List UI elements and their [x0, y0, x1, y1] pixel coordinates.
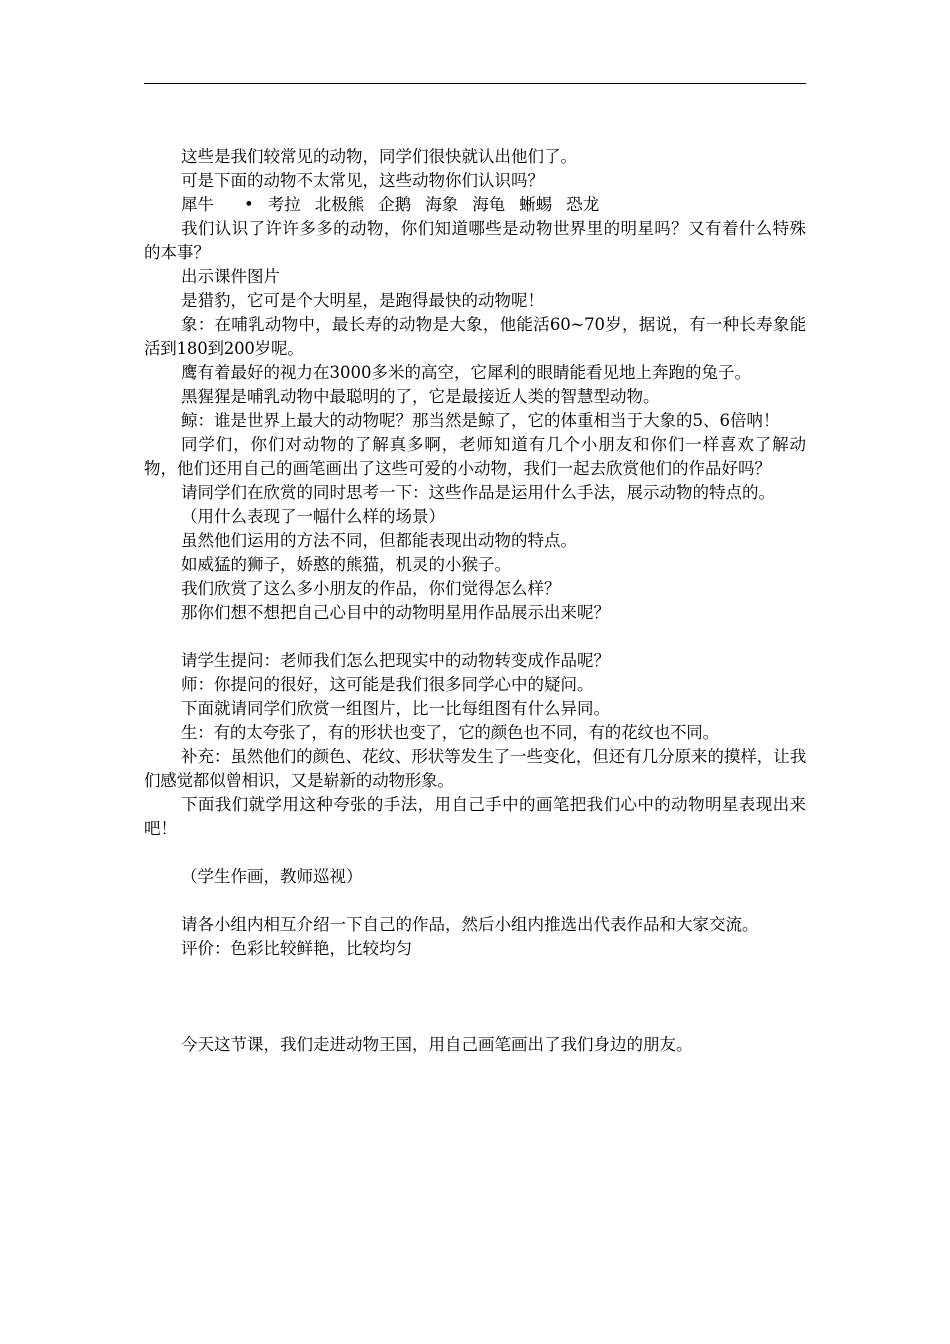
animal-name: 恐龙	[566, 195, 600, 214]
paragraph: （学生作画，教师巡视）	[181, 867, 363, 886]
paragraph: 是猎豹，它可是个大明星，是跑得最快的动物呢！	[181, 291, 544, 310]
paragraph: 下面我们就学用这种夸张的手法，用自己手中的画笔把我们心中的动物明星表现出来吧！	[144, 795, 806, 838]
document-body	[144, 145, 806, 1057]
paragraph: 象：在哺乳动物中，最长寿的动物是大象，他能活60~70岁，据说，有一种长寿象能活到180到200岁呢。	[144, 315, 806, 358]
paragraph: 今天这节课，我们走进动物王国，用自己画笔画出了我们身边的朋友。	[181, 1035, 693, 1054]
animal-name: 蜥蜴	[519, 195, 553, 214]
paragraph: 鹰有着最好的视力在3000多米的高空，它犀利的眼睛能看见地上奔跑的兔子。	[181, 363, 751, 382]
animal-name: 海龟	[472, 195, 506, 214]
paragraph: 可是下面的动物不太常见，这些动物你们认识吗？	[181, 171, 544, 190]
blank-line	[144, 889, 806, 913]
paragraph: 请同学们在欣赏的同时思考一下：这些作品是运用什么手法，展示动物的特点的。	[181, 483, 775, 502]
paragraph: 评价：色彩比较鲜艳，比较均匀	[181, 939, 412, 958]
animal-list	[144, 193, 806, 217]
paragraph: 黑猩猩是哺乳动物中最聪明的了，它是最接近人类的智慧型动物。	[181, 387, 660, 406]
paragraph: 那你们想不想把自己心目中的动物明星用作品展示出来呢？	[181, 603, 610, 622]
blank-line	[144, 625, 806, 649]
paragraph: 师：你提问的很好，这可能是我们很多同学心中的疑问。	[181, 675, 594, 694]
paragraph: 请学生提问：老师我们怎么把现实中的动物转变成作品呢？	[181, 651, 610, 670]
blank-line	[144, 961, 806, 1033]
paragraph: （用什么表现了一幅什么样的场景）	[181, 507, 445, 526]
bullet-icon: •	[244, 195, 254, 214]
paragraph: 虽然他们运用的方法不同，但都能表现出动物的特点。	[181, 531, 577, 550]
paragraph: 生：有的太夸张了，有的形状也变了，它的颜色也不同，有的花纹也不同。	[181, 723, 719, 742]
paragraph: 这些是我们较常见的动物，同学们很快就认出他们了。	[181, 147, 577, 166]
header-rule	[144, 83, 806, 84]
paragraph: 鲸：谁是世界上最大的动物呢？那当然是鲸了，它的体重相当于大象的5、6倍呐！	[181, 411, 780, 430]
animal-name: 考拉	[267, 195, 301, 214]
animal-name: 北极熊	[314, 195, 365, 214]
animal-name: 企鹅	[378, 195, 412, 214]
paragraph: 请各小组内相互介绍一下自己的作品，然后小组内推选出代表作品和大家交流。	[181, 915, 759, 934]
paragraph: 如威猛的狮子，娇憨的熊猫，机灵的小猴子。	[181, 555, 511, 574]
animal-name: 犀牛	[181, 195, 214, 214]
paragraph: 我们欣赏了这么多小朋友的作品，你们觉得怎么样？	[181, 579, 561, 598]
paragraph: 下面就请同学们欣赏一组图片，比一比每组图有什么异同。	[181, 699, 610, 718]
blank-line	[144, 841, 806, 865]
paragraph: 补充：虽然他们的颜色、花纹、形状等发生了一些变化，但还有几分原来的摸样，让我们感觉都似曾相识，又是崭新的动物形象。	[144, 747, 806, 790]
paragraph: 出示课件图片	[181, 267, 280, 286]
animal-name: 海象	[425, 195, 459, 214]
paragraph: 同学们，你们对动物的了解真多啊，老师知道有几个小朋友和你们一样喜欢了解动物，他们还用自己的画笔画出了这些可爱的小动物，我们一起去欣赏他们的作品好吗？	[144, 435, 806, 478]
paragraph: 我们认识了许许多多的动物，你们知道哪些是动物世界里的明星吗？又有着什么特殊的本事？	[144, 219, 806, 262]
